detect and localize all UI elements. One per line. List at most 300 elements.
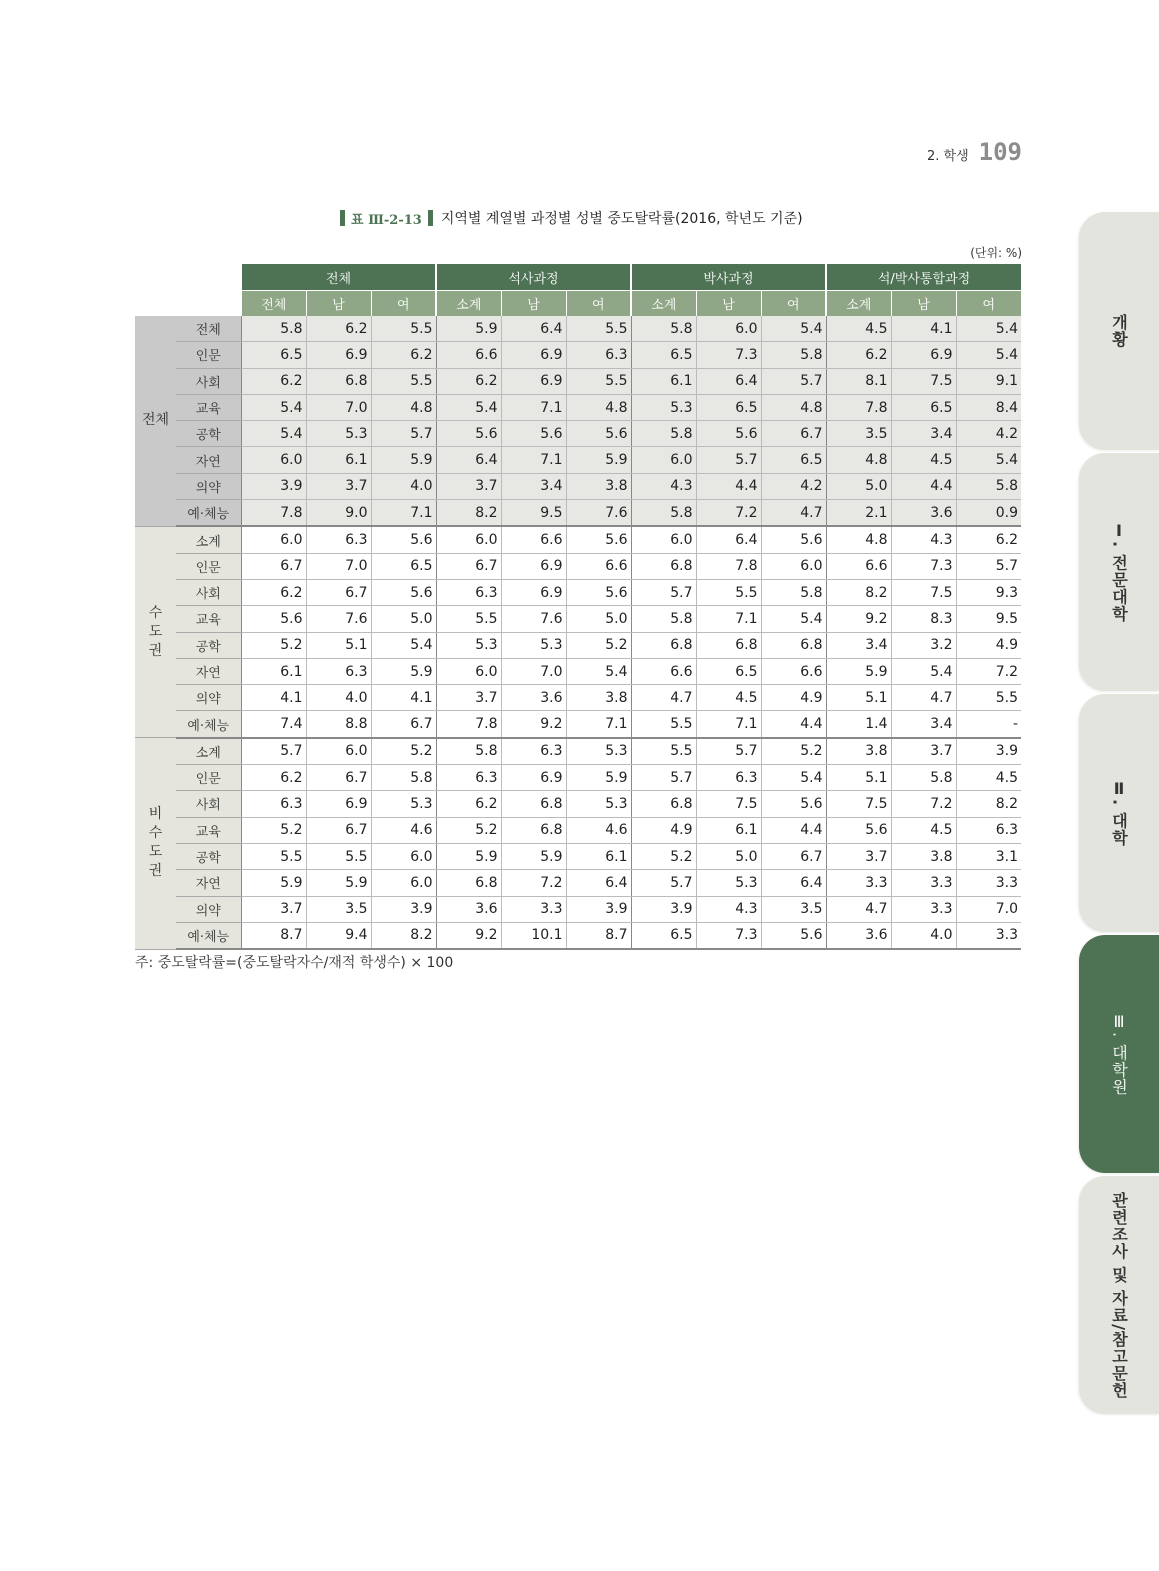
value-cell: 6.8 <box>501 791 566 817</box>
table-row <box>135 342 1021 368</box>
field-label: 인문 <box>176 553 241 579</box>
value-cell: 4.1 <box>241 685 306 711</box>
value-cell: 4.6 <box>371 817 436 843</box>
value-cell: 5.8 <box>956 473 1021 499</box>
side-tab-references[interactable] <box>1079 1176 1159 1414</box>
value-cell: 4.7 <box>891 685 956 711</box>
value-cell: 3.8 <box>566 685 631 711</box>
field-label: 전체 <box>176 316 241 342</box>
page-number: 109 <box>978 138 1022 166</box>
field-label: 인문 <box>176 765 241 791</box>
value-cell: 3.5 <box>826 421 891 447</box>
value-cell: 5.9 <box>306 870 371 896</box>
value-cell: 4.0 <box>306 685 371 711</box>
title-bar-right-icon <box>428 210 433 226</box>
value-cell: 5.9 <box>436 843 501 869</box>
value-cell: 5.6 <box>371 526 436 553</box>
value-cell: 6.3 <box>566 342 631 368</box>
table-row <box>135 922 1021 949</box>
value-cell: 5.9 <box>241 870 306 896</box>
value-cell: 6.7 <box>306 579 371 605</box>
value-cell: 5.7 <box>371 421 436 447</box>
value-cell: 5.4 <box>956 342 1021 368</box>
value-cell: 4.4 <box>891 473 956 499</box>
value-cell: 6.5 <box>891 394 956 420</box>
value-cell: 3.4 <box>891 711 956 738</box>
side-tab-label: 개황 <box>1109 314 1129 348</box>
value-cell: 4.8 <box>826 447 891 473</box>
sub-header: 여 <box>566 291 631 317</box>
value-cell: 8.2 <box>371 922 436 949</box>
value-cell: 5.6 <box>566 579 631 605</box>
value-cell: 9.0 <box>306 500 371 527</box>
value-cell: 5.9 <box>371 658 436 684</box>
value-cell: 5.2 <box>761 738 826 765</box>
side-tab-university[interactable] <box>1079 694 1159 932</box>
value-cell: 7.1 <box>696 711 761 738</box>
value-cell: 0.9 <box>956 500 1021 527</box>
value-cell: 6.9 <box>501 368 566 394</box>
value-cell: 4.9 <box>631 817 696 843</box>
value-cell: 4.8 <box>566 394 631 420</box>
value-cell: 6.5 <box>761 447 826 473</box>
value-cell: 7.3 <box>696 922 761 949</box>
value-cell: 5.5 <box>631 738 696 765</box>
value-cell: 5.8 <box>631 500 696 527</box>
value-cell: 6.1 <box>631 368 696 394</box>
value-cell: 6.7 <box>761 421 826 447</box>
value-cell: 5.1 <box>306 632 371 658</box>
field-label: 의약 <box>176 473 241 499</box>
value-cell: 3.9 <box>371 896 436 922</box>
value-cell: 6.5 <box>696 394 761 420</box>
value-cell: 6.7 <box>306 765 371 791</box>
value-cell: 5.6 <box>436 421 501 447</box>
table-row <box>135 606 1021 632</box>
value-cell: 5.8 <box>891 765 956 791</box>
value-cell: 7.0 <box>306 394 371 420</box>
value-cell: 5.5 <box>371 368 436 394</box>
table-row <box>135 447 1021 473</box>
table-row <box>135 738 1021 765</box>
value-cell: 10.1 <box>501 922 566 949</box>
field-label: 소계 <box>176 526 241 553</box>
value-cell: 7.8 <box>826 394 891 420</box>
table-row <box>135 421 1021 447</box>
field-label: 인문 <box>176 342 241 368</box>
field-label: 공학 <box>176 632 241 658</box>
value-cell: 4.5 <box>891 817 956 843</box>
value-cell: 3.4 <box>501 473 566 499</box>
value-cell: 6.3 <box>956 817 1021 843</box>
value-cell: 4.1 <box>891 316 956 342</box>
value-cell: 3.5 <box>761 896 826 922</box>
value-cell: 5.8 <box>241 316 306 342</box>
value-cell: 5.6 <box>241 606 306 632</box>
value-cell: 5.2 <box>566 632 631 658</box>
value-cell: 3.3 <box>826 870 891 896</box>
value-cell: 4.9 <box>956 632 1021 658</box>
value-cell: 5.2 <box>371 738 436 765</box>
region-label <box>135 526 176 737</box>
table-row <box>135 553 1021 579</box>
value-cell: 5.2 <box>241 632 306 658</box>
value-cell: 5.6 <box>761 526 826 553</box>
value-cell: 4.5 <box>696 685 761 711</box>
value-cell: - <box>956 711 1021 738</box>
table-row <box>135 579 1021 605</box>
value-cell: 4.9 <box>761 685 826 711</box>
value-cell: 6.0 <box>371 843 436 869</box>
value-cell: 3.3 <box>891 896 956 922</box>
sub-header: 남 <box>891 291 956 317</box>
value-cell: 3.1 <box>956 843 1021 869</box>
value-cell: 3.7 <box>241 896 306 922</box>
sub-header: 여 <box>761 291 826 317</box>
value-cell: 7.5 <box>696 791 761 817</box>
value-cell: 6.4 <box>696 368 761 394</box>
group-header: 석사과정 <box>436 264 631 291</box>
value-cell: 5.0 <box>826 473 891 499</box>
section-name: 2. 학생 <box>926 149 969 164</box>
value-cell: 6.4 <box>696 526 761 553</box>
value-cell: 6.8 <box>631 632 696 658</box>
value-cell: 6.2 <box>241 765 306 791</box>
side-tab-label: Ⅰ. 전문대학 <box>1109 521 1129 623</box>
value-cell: 6.4 <box>761 870 826 896</box>
table-row <box>135 368 1021 394</box>
value-cell: 7.1 <box>371 500 436 527</box>
value-cell: 5.7 <box>631 765 696 791</box>
value-cell: 7.0 <box>306 553 371 579</box>
value-cell: 7.6 <box>566 500 631 527</box>
value-cell: 5.3 <box>371 791 436 817</box>
value-cell: 6.6 <box>826 553 891 579</box>
value-cell: 6.8 <box>761 632 826 658</box>
value-cell: 5.3 <box>501 632 566 658</box>
value-cell: 5.7 <box>696 447 761 473</box>
value-cell: 5.5 <box>566 368 631 394</box>
value-cell: 6.0 <box>306 738 371 765</box>
value-cell: 6.9 <box>501 765 566 791</box>
value-cell: 5.9 <box>371 447 436 473</box>
value-cell: 5.8 <box>631 421 696 447</box>
value-cell: 6.9 <box>501 553 566 579</box>
value-cell: 5.4 <box>241 421 306 447</box>
value-cell: 5.9 <box>566 765 631 791</box>
value-cell: 8.1 <box>826 368 891 394</box>
value-cell: 7.2 <box>891 791 956 817</box>
table-row <box>135 500 1021 527</box>
value-cell: 6.9 <box>891 342 956 368</box>
table-row <box>135 632 1021 658</box>
sub-header-row <box>135 291 1021 317</box>
field-label: 자연 <box>176 870 241 896</box>
value-cell: 6.1 <box>566 843 631 869</box>
value-cell: 6.8 <box>436 870 501 896</box>
value-cell: 4.4 <box>696 473 761 499</box>
value-cell: 7.1 <box>566 711 631 738</box>
value-cell: 6.5 <box>631 342 696 368</box>
field-label: 예·체능 <box>176 922 241 949</box>
table-row <box>135 896 1021 922</box>
value-cell: 7.8 <box>436 711 501 738</box>
value-cell: 6.2 <box>241 368 306 394</box>
side-tab-label: Ⅱ. 대학 <box>1109 779 1129 847</box>
sub-header: 여 <box>956 291 1021 317</box>
value-cell: 6.9 <box>306 791 371 817</box>
value-cell: 5.0 <box>566 606 631 632</box>
value-cell: 3.8 <box>826 738 891 765</box>
value-cell: 7.8 <box>696 553 761 579</box>
value-cell: 5.7 <box>631 579 696 605</box>
value-cell: 5.4 <box>241 394 306 420</box>
value-cell: 3.6 <box>826 922 891 949</box>
value-cell: 6.0 <box>631 447 696 473</box>
value-cell: 6.4 <box>566 870 631 896</box>
field-label: 사회 <box>176 368 241 394</box>
value-cell: 5.3 <box>696 870 761 896</box>
value-cell: 8.7 <box>241 922 306 949</box>
value-cell: 3.3 <box>956 870 1021 896</box>
value-cell: 5.0 <box>371 606 436 632</box>
value-cell: 5.8 <box>436 738 501 765</box>
value-cell: 8.8 <box>306 711 371 738</box>
value-cell: 6.3 <box>306 658 371 684</box>
value-cell: 7.2 <box>501 870 566 896</box>
value-cell: 6.6 <box>631 658 696 684</box>
value-cell: 3.8 <box>891 843 956 869</box>
value-cell: 6.2 <box>371 342 436 368</box>
value-cell: 9.2 <box>501 711 566 738</box>
value-cell: 6.2 <box>306 316 371 342</box>
value-cell: 6.3 <box>306 526 371 553</box>
value-cell: 3.7 <box>306 473 371 499</box>
value-cell: 5.9 <box>436 316 501 342</box>
value-cell: 5.4 <box>371 632 436 658</box>
value-cell: 4.0 <box>371 473 436 499</box>
table-title <box>340 208 803 228</box>
value-cell: 3.3 <box>956 922 1021 949</box>
field-label: 공학 <box>176 421 241 447</box>
value-cell: 6.6 <box>501 526 566 553</box>
region-label <box>135 738 176 949</box>
corner-blank <box>135 264 241 316</box>
value-cell: 6.0 <box>436 526 501 553</box>
value-cell: 6.7 <box>436 553 501 579</box>
value-cell: 1.4 <box>826 711 891 738</box>
table-row <box>135 711 1021 738</box>
value-cell: 5.4 <box>956 447 1021 473</box>
table-label: 표 Ⅲ-2-13 <box>351 212 422 228</box>
side-tab-overview[interactable] <box>1079 212 1159 450</box>
value-cell: 4.6 <box>566 817 631 843</box>
value-cell: 3.9 <box>956 738 1021 765</box>
value-cell: 3.4 <box>891 421 956 447</box>
value-cell: 5.7 <box>696 738 761 765</box>
value-cell: 7.8 <box>241 500 306 527</box>
value-cell: 3.7 <box>436 473 501 499</box>
table-note: 주: 중도탈락률=(중도탈락자수/재적 학생수) × 100 <box>135 955 454 971</box>
value-cell: 9.1 <box>956 368 1021 394</box>
value-cell: 5.7 <box>631 870 696 896</box>
side-tab-graduate-school[interactable] <box>1079 935 1159 1173</box>
value-cell: 5.6 <box>566 526 631 553</box>
value-cell: 6.0 <box>761 553 826 579</box>
value-cell: 7.3 <box>891 553 956 579</box>
value-cell: 4.2 <box>761 473 826 499</box>
value-cell: 7.0 <box>501 658 566 684</box>
table-row <box>135 685 1021 711</box>
value-cell: 6.5 <box>631 922 696 949</box>
side-tab-label: Ⅲ. 대학원 <box>1109 1012 1129 1096</box>
value-cell: 6.7 <box>306 817 371 843</box>
value-cell: 6.9 <box>501 579 566 605</box>
value-cell: 3.6 <box>436 896 501 922</box>
value-cell: 5.3 <box>631 394 696 420</box>
value-cell: 5.7 <box>956 553 1021 579</box>
table-row <box>135 394 1021 420</box>
title-bar-left-icon <box>340 210 345 226</box>
value-cell: 6.0 <box>696 316 761 342</box>
value-cell: 7.6 <box>501 606 566 632</box>
value-cell: 3.9 <box>241 473 306 499</box>
value-cell: 6.6 <box>566 553 631 579</box>
field-label: 교육 <box>176 394 241 420</box>
value-cell: 7.6 <box>306 606 371 632</box>
field-label: 사회 <box>176 791 241 817</box>
value-cell: 5.0 <box>696 843 761 869</box>
value-cell: 5.7 <box>241 738 306 765</box>
side-tab-label: 관련조사 및 자료/참고문헌 <box>1109 1191 1129 1399</box>
value-cell: 6.7 <box>761 843 826 869</box>
field-label: 예·체능 <box>176 711 241 738</box>
value-cell: 6.8 <box>306 368 371 394</box>
value-cell: 5.8 <box>761 579 826 605</box>
value-cell: 6.9 <box>501 342 566 368</box>
value-cell: 7.5 <box>891 368 956 394</box>
value-cell: 8.7 <box>566 922 631 949</box>
table-row <box>135 817 1021 843</box>
value-cell: 3.9 <box>566 896 631 922</box>
field-label: 교육 <box>176 606 241 632</box>
value-cell: 6.9 <box>306 342 371 368</box>
value-cell: 6.5 <box>241 342 306 368</box>
sub-header: 남 <box>501 291 566 317</box>
value-cell: 4.7 <box>761 500 826 527</box>
value-cell: 5.4 <box>436 394 501 420</box>
value-cell: 6.0 <box>436 658 501 684</box>
table-row <box>135 870 1021 896</box>
value-cell: 3.6 <box>891 500 956 527</box>
value-cell: 5.6 <box>826 817 891 843</box>
sub-header: 남 <box>306 291 371 317</box>
field-label: 공학 <box>176 843 241 869</box>
value-cell: 6.8 <box>631 791 696 817</box>
value-cell: 6.3 <box>501 738 566 765</box>
value-cell: 6.5 <box>696 658 761 684</box>
field-label: 자연 <box>176 447 241 473</box>
value-cell: 7.3 <box>696 342 761 368</box>
value-cell: 4.3 <box>891 526 956 553</box>
value-cell: 8.2 <box>826 579 891 605</box>
value-cell: 7.5 <box>891 579 956 605</box>
value-cell: 5.5 <box>956 685 1021 711</box>
sub-header: 소계 <box>436 291 501 317</box>
value-cell: 3.6 <box>501 685 566 711</box>
group-header: 석/박사통합과정 <box>826 264 1021 291</box>
value-cell: 6.5 <box>371 553 436 579</box>
value-cell: 5.3 <box>566 738 631 765</box>
field-label: 의약 <box>176 685 241 711</box>
table-row <box>135 316 1021 342</box>
value-cell: 6.0 <box>631 526 696 553</box>
value-cell: 7.0 <box>956 896 1021 922</box>
value-cell: 6.3 <box>241 791 306 817</box>
value-cell: 6.0 <box>371 870 436 896</box>
value-cell: 4.1 <box>371 685 436 711</box>
value-cell: 4.4 <box>761 817 826 843</box>
value-cell: 6.8 <box>631 553 696 579</box>
value-cell: 7.1 <box>501 394 566 420</box>
value-cell: 5.5 <box>306 843 371 869</box>
value-cell: 4.5 <box>956 765 1021 791</box>
value-cell: 5.8 <box>761 342 826 368</box>
value-cell: 4.3 <box>696 896 761 922</box>
page-header <box>880 138 1022 168</box>
group-header-row <box>135 264 1021 291</box>
field-label: 의약 <box>176 896 241 922</box>
value-cell: 4.2 <box>956 421 1021 447</box>
value-cell: 3.2 <box>891 632 956 658</box>
value-cell: 4.5 <box>826 316 891 342</box>
field-label: 소계 <box>176 738 241 765</box>
table-row <box>135 473 1021 499</box>
value-cell: 5.5 <box>696 579 761 605</box>
field-label: 사회 <box>176 579 241 605</box>
value-cell: 6.2 <box>826 342 891 368</box>
table-title-text: 지역별 계열별 과정별 성별 중도탈락률(2016, 학년도 기준) <box>440 211 803 227</box>
value-cell: 5.3 <box>436 632 501 658</box>
value-cell: 6.6 <box>761 658 826 684</box>
value-cell: 5.5 <box>631 711 696 738</box>
value-cell: 5.9 <box>566 447 631 473</box>
value-cell: 9.5 <box>956 606 1021 632</box>
sub-header: 전체 <box>241 291 306 317</box>
value-cell: 3.8 <box>566 473 631 499</box>
value-cell: 5.8 <box>631 316 696 342</box>
dropout-rate-table <box>135 264 1021 950</box>
value-cell: 6.8 <box>501 817 566 843</box>
value-cell: 5.2 <box>436 817 501 843</box>
value-cell: 3.3 <box>501 896 566 922</box>
side-tab-junior-college[interactable] <box>1079 453 1159 691</box>
value-cell: 6.2 <box>241 579 306 605</box>
value-cell: 9.2 <box>436 922 501 949</box>
region-label-text: 비수도권 <box>148 806 163 880</box>
value-cell: 5.6 <box>761 922 826 949</box>
value-cell: 5.4 <box>891 658 956 684</box>
group-header: 전체 <box>241 264 436 291</box>
value-cell: 6.2 <box>956 526 1021 553</box>
value-cell: 7.1 <box>501 447 566 473</box>
value-cell: 4.0 <box>891 922 956 949</box>
value-cell: 5.4 <box>761 606 826 632</box>
table-row <box>135 791 1021 817</box>
value-cell: 4.3 <box>631 473 696 499</box>
value-cell: 5.6 <box>696 421 761 447</box>
value-cell: 6.3 <box>696 765 761 791</box>
